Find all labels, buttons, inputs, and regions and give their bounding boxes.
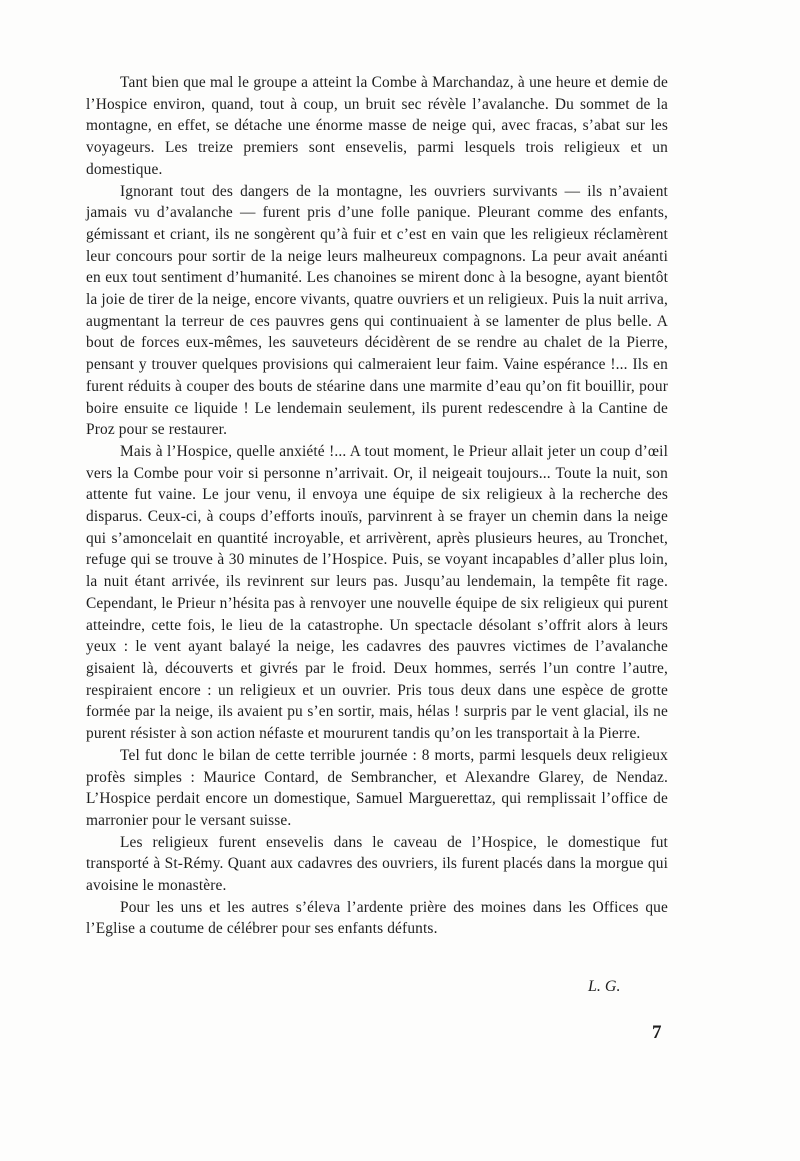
paragraph-panic-rescue: Ignorant tout des dangers de la montagne, les ouvriers survivants — ils n’avaient jamais vu d’avalanche — furent pris d’une folle panique. Pleurant comme des enfants, gémissant et criant, ils ne songèrent qu’à fuir et c’est en vain que les religieux réclamèrent leur concours pour sortir de la neige leurs malheureux compagnons. La peur avait anéanti en eux tout sentiment d’humanité. Les chanoines se mirent donc à la besogne, ayant bientôt la joie de tirer de la neige, encore vivants, quatre ouvriers et un religieux. Puis la nuit arriva, augmentant la terreur de ces pauvres gens qui continuaient à se lamenter de plus belle. A bout de forces eux-mêmes, les sauveteurs décidèrent de se rendre au chalet de la Pierre, pensant y trouver quelques provisions qui calmeraient leur faim. Vaine espérance !... Ils en furent réduits à couper des bouts de stéarine dans une marmite d’eau qu’on fit bouillir, pour boire ensuite ce liquide ! Le lendemain seulement, ils purent redescendre à la Cantine de Proz pour se restaurer.: [86, 182, 668, 439]
paragraph-hospice-search: Mais à l’Hospice, quelle anxiété !... A tout moment, le Prieur allait jeter un coup d’œil vers la Combe pour voir si personne n’arrivait. Or, il neigeait toujours... Toute la nuit, son attente fut vaine. Le jour venu, il envoya une équipe de six religieux à la recherche des disparus. Ceux-ci, à coups d’efforts inouïs, parvinrent à se frayer un chemin dans la neige qui s’amoncelait en quantité incroyable, et arrivèrent, après plusieurs heures, au Tronchet, refuge qui se trouve à 30 minutes de l’Hospice. Puis, se voyant incapables d’aller plus loin, la nuit étant arrivée, ils revinrent sur leurs pas. Jusqu’au lendemain, la tempête fit rage. Cependant, le Prieur n’hésita pas à renvoyer une nouvelle équipe de six religieux qui purent atteindre, cette fois, le lieu de la catastrophe. Un spectacle désolant s’offrit alors à leurs yeux : le vent ayant balayé la neige, les cadavres des pauvres victimes de l’avalanche gisaient là, découverts et givrés par le froid. Deux hommes, serrés l’un contre l’autre, respiraient encore : un religieux et un ouvrier. Pris tous deux dans une espèce de grotte formée par la neige, ils avaient pu s’en sortir, mais, hélas ! surpris par le vent glacial, ils ne purent résister à son action néfaste et moururent tandis qu’on les transportait à la Pierre.: [86, 442, 668, 743]
author-signature: L. G.: [588, 978, 621, 995]
paragraph-prayer: Pour les uns et les autres s’éleva l’ardente prière des moines dans les Offices que l’Eglise a coutume de célébrer pour ses enfants défunts.: [86, 898, 668, 938]
page-number: 7: [652, 1022, 662, 1043]
article-body: [86, 72, 668, 940]
paragraph-avalanche: Tant bien que mal le groupe a atteint la Combe à Marchandaz, à une heure et demie de l’Hospice environ, quand, tout à coup, un bruit sec révèle l’avalanche. Du sommet de la montagne, en effet, se détache une énorme masse de neige qui, avec fracas, s’abat sur les voyageurs. Les treize premiers sont ensevelis, parmi lesquels trois religieux et un domestique.: [86, 74, 668, 178]
paragraph-toll: Tel fut donc le bilan de cette terrible journée : 8 morts, parmi lesquels deux religieux profès simples : Maurice Contard, de Sembrancher, et Alexandre Glarey, de Nendaz. L’Hospice perdait encore un domestique, Samuel Marguerettaz, qui remplissait l’office de marronier pour le versant suisse.: [86, 746, 668, 829]
paragraph-burial: Les religieux furent ensevelis dans le caveau de l’Hospice, le domestique fut transporté à St-Rémy. Quant aux cadavres des ouvriers, ils furent placés dans la morgue qui avoisine le monastère.: [86, 833, 668, 895]
